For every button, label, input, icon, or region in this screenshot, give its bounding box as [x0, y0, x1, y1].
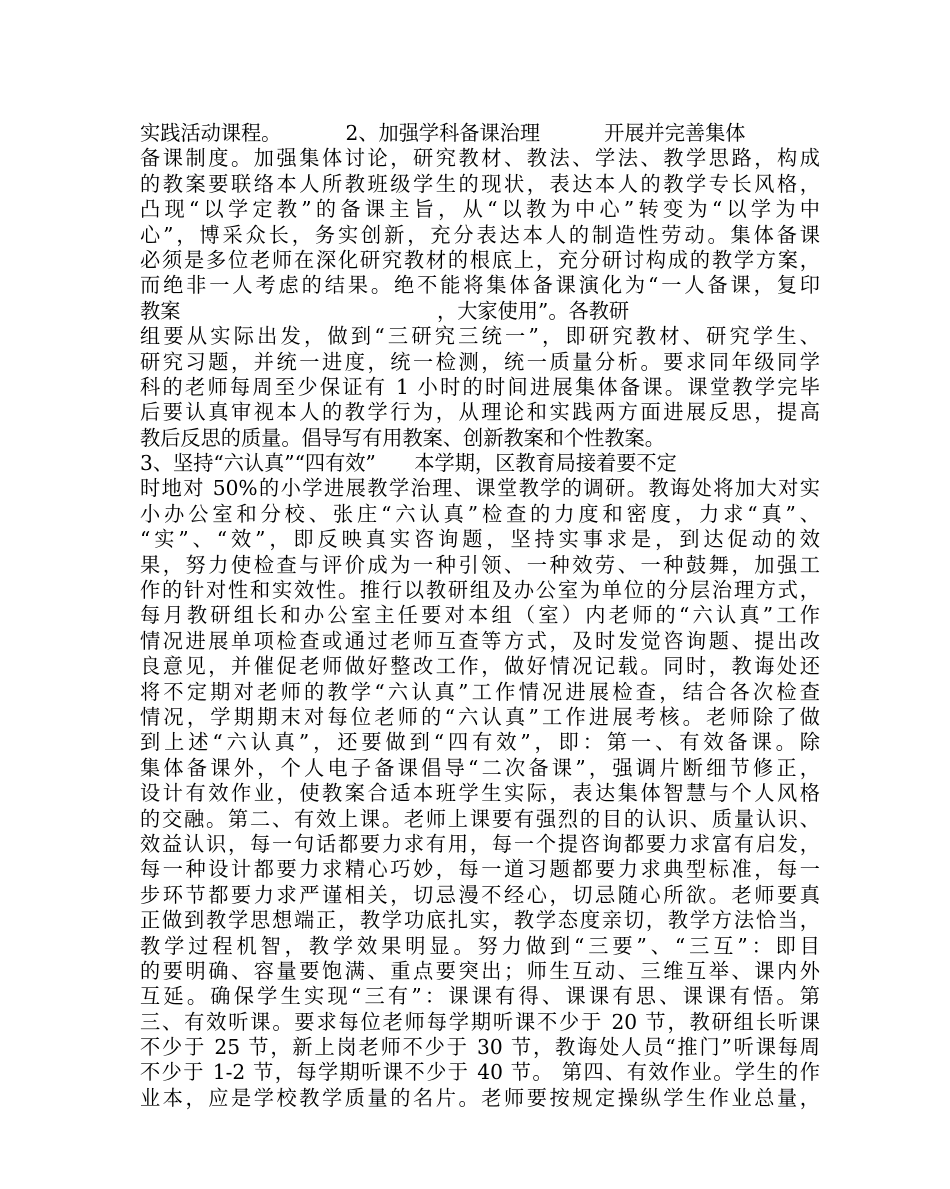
text-line: 效益认识，每一句话都要力求有用，每一个提咨询都要力求富有启发， — [140, 831, 820, 856]
text-line: 后要认真审视本人的教学行为，从理论和实践两方面进展反思，提高 — [140, 400, 820, 425]
text-line: 集体备课外，个人电子备课倡导“二次备课”，强调片断细节修正， — [140, 755, 820, 780]
text-line: 情况进展单项检查或通过老师互查等方式，及时发觉咨询题、提出改 — [140, 628, 820, 653]
text-line: 不少于 1-2 节，每学期听课不少于 40 节。 第四、有效作业。学生的作 — [140, 1060, 820, 1085]
text-line: 良意见，并催促老师做好整改工作，做好情况记载。同时，教诲处还 — [140, 654, 820, 679]
text-line: 正做到教学思想端正，教学功底扎实，教学态度亲切，教学方法恰当， — [140, 908, 820, 933]
text-line: 组要从实际出发，做到“三研究三统一”，即研究教材、研究学生、 — [140, 324, 820, 349]
text-line: 互延。确保学生实现“三有”：课课有得、课课有思、课课有悟。第 — [140, 984, 820, 1009]
text-line: 实践活动课程。 2、加强学科备课治理 开展并完善集体 — [140, 121, 746, 145]
text-line: 教学过程机智，教学效果明显。努力做到“三要”、“三互”：即目 — [140, 933, 820, 958]
text-line: 的要明确、容量要饱满、重点要突出；师生互动、三维互举、课内外 — [140, 958, 820, 983]
text-line: 情况，学期期末对每位老师的“六认真”工作进展考核。老师除了做 — [140, 704, 820, 729]
text-line: 每一种设计都要力求精心巧妙，每一道习题都要力求典型标准，每一 — [140, 857, 820, 882]
text-line: 时地对 50%的小学进展教学治理、课堂教学的调研。教诲处将加大对实 — [140, 476, 820, 501]
text-line: 设计有效作业，使教案合适本班学生实际，表达集体智慧与个人风格 — [140, 781, 820, 806]
text-line: 不少于 25 节，新上岗老师不少于 30 节，教诲处人员“推门”听课每周 — [140, 1035, 820, 1060]
text-line: 心”，博采众长，务实创新，充分表达本人的制造性劳动。集体备课 — [140, 222, 820, 247]
text-line: 的交融。第二、有效上课。老师上课要有强烈的目的认识、质量认识、 — [140, 806, 820, 831]
body-text — [140, 121, 820, 1111]
text-line: 三、有效听课。要求每位老师每学期听课不少于 20 节，教研组长听课 — [140, 1009, 820, 1034]
text-line: 研究习题，并统一进度，统一检测，统一质量分析。要求同年级同学 — [140, 349, 820, 374]
text-line: 备课制度。加强集体讨论，研究教材、教法、学法、教学思路，构成 — [140, 146, 820, 171]
text-line: 业本，应是学校教学质量的名片。老师要按规定操纵学生作业总量， — [140, 1085, 820, 1110]
text-line: 科的老师每周至少保证有 1 小时的时间进展集体备课。课堂教学完毕 — [140, 374, 820, 399]
text-line: 小办公室和分校、张庄“六认真”检查的力度和密度，力求“真”、 — [140, 501, 820, 526]
text-line: 3、坚持“六认真”“四有效” 本学期，区教育局接着要不定 — [140, 451, 677, 476]
text-line: 教案 ，大家使用”。各教研 — [140, 298, 630, 323]
text-line: 到上述“六认真”，还要做到“四有效”，即：第一、有效备课。除 — [140, 730, 820, 755]
text-line: 作的针对性和实效性。推行以教研组及办公室为单位的分层治理方式， — [140, 578, 820, 603]
text-line: 将不定期对老师的教学“六认真”工作情况进展检查，结合各次检查 — [140, 679, 820, 704]
text-line: “实”、“效”，即反映真实咨询题，坚持实事求是，到达促动的效 — [140, 527, 820, 552]
text-line: 凸现“以学定教”的备课主旨，从“以教为中心”转变为“以学为中 — [140, 197, 820, 222]
text-line: 而绝非一人考虑的结果。绝不能将集体备课演化为“一人备课，复印 — [140, 273, 820, 298]
text-line: 必须是多位老师在深化研究教材的根底上，充分研讨构成的教学方案， — [140, 247, 820, 272]
text-line: 每月教研组长和办公室主任要对本组（室）内老师的“六认真”工作 — [140, 603, 820, 628]
text-line: 教后反思的质量。倡导写有用教案、创新教案和个性教案。 — [140, 425, 665, 450]
text-line: 步环节都要力求严谨相关，切忌漫不经心，切忌随心所欲。老师要真 — [140, 882, 820, 907]
text-line: 果，努力使检查与评价成为一种引领、一种效劳、一种鼓舞，加强工 — [140, 552, 820, 577]
text-line: 的教案要联络本人所教班级学生的现状，表达本人的教学专长风格， — [140, 171, 820, 196]
